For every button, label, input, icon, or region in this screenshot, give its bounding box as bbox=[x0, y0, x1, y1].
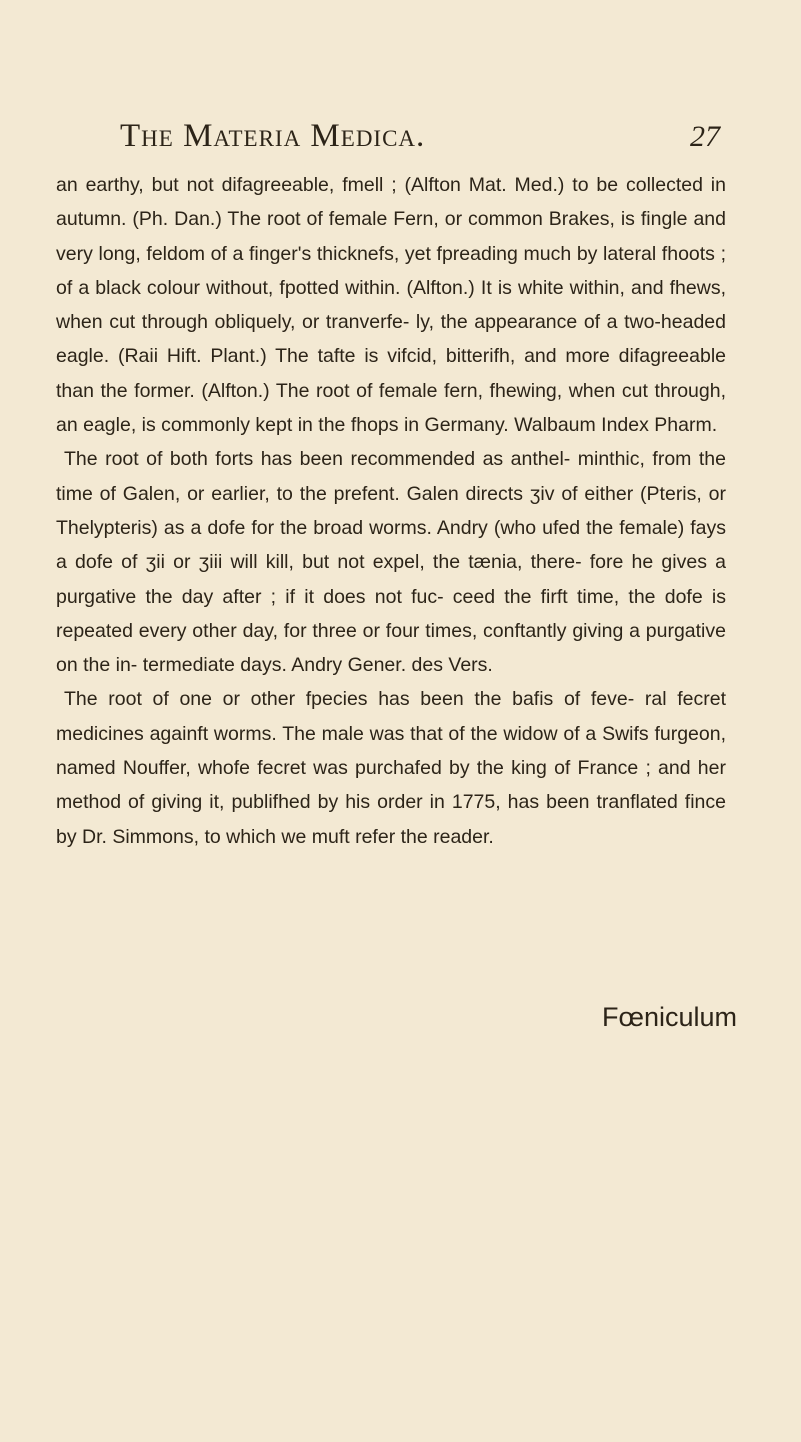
paragraph-2: The root of both forts has been recommended as anthel- minthic, from the time of Galen, or earlier, to the prefent. Galen directs ʒiv of either (Pteris, or Thelypteris) as a dofe for the broad worms. Andry (who ufed the female) fays a dofe of ʒii or ʒiii will kill, but not expel, the tænia, there- fore he gives a purgative the day after ; if it does not fuc- ceed the firft time, the dofe is repeated every other day, for three or four times, conftantly giving a purgative on the in- termediate days. Andry Gener. des Vers. bbox=[56, 448, 726, 677]
body-text bbox=[56, 168, 726, 854]
catchword: Fœniculum bbox=[602, 1002, 738, 1032]
running-head bbox=[120, 118, 720, 155]
running-head-title: The Materia Medica. bbox=[120, 118, 426, 154]
paragraph-1: an earthy, but not difagreeable, fmell ; (Alfton Mat. Med.) to be collected in autumn. (Ph. Dan.) The root of female Fern, or common Brakes, is fingle and very long, feldom of a finger's thicknefs, yet fpreading much by lateral fhoots ; of a black colour without, fpotted within. (Alfton.) It is white within, and fhews, when cut through obliquely, or tranverfe- ly, the appearance of a two-headed eagle. (Raii Hift. Plant.) The tafte is vifcid, bitterifh, and more difagreeable than the former. (Alfton.) The root of female fern, fhewing, when cut through, an eagle, is commonly kept in the fhops in Germany. Walbaum Index Pharm. bbox=[56, 174, 726, 437]
page-number: 27 bbox=[690, 120, 720, 153]
paragraph-3: The root of one or other fpecies has been the bafis of feve- ral fecret medicines againft worms. The male was that of the widow of a Swifs furgeon, named Nouffer, whofe fecret was purchafed by the king of France ; and her method of giving it, publifhed by his order in 1775, has been tranflated fince by Dr. Simmons, to which we muft refer the reader. bbox=[56, 688, 726, 848]
